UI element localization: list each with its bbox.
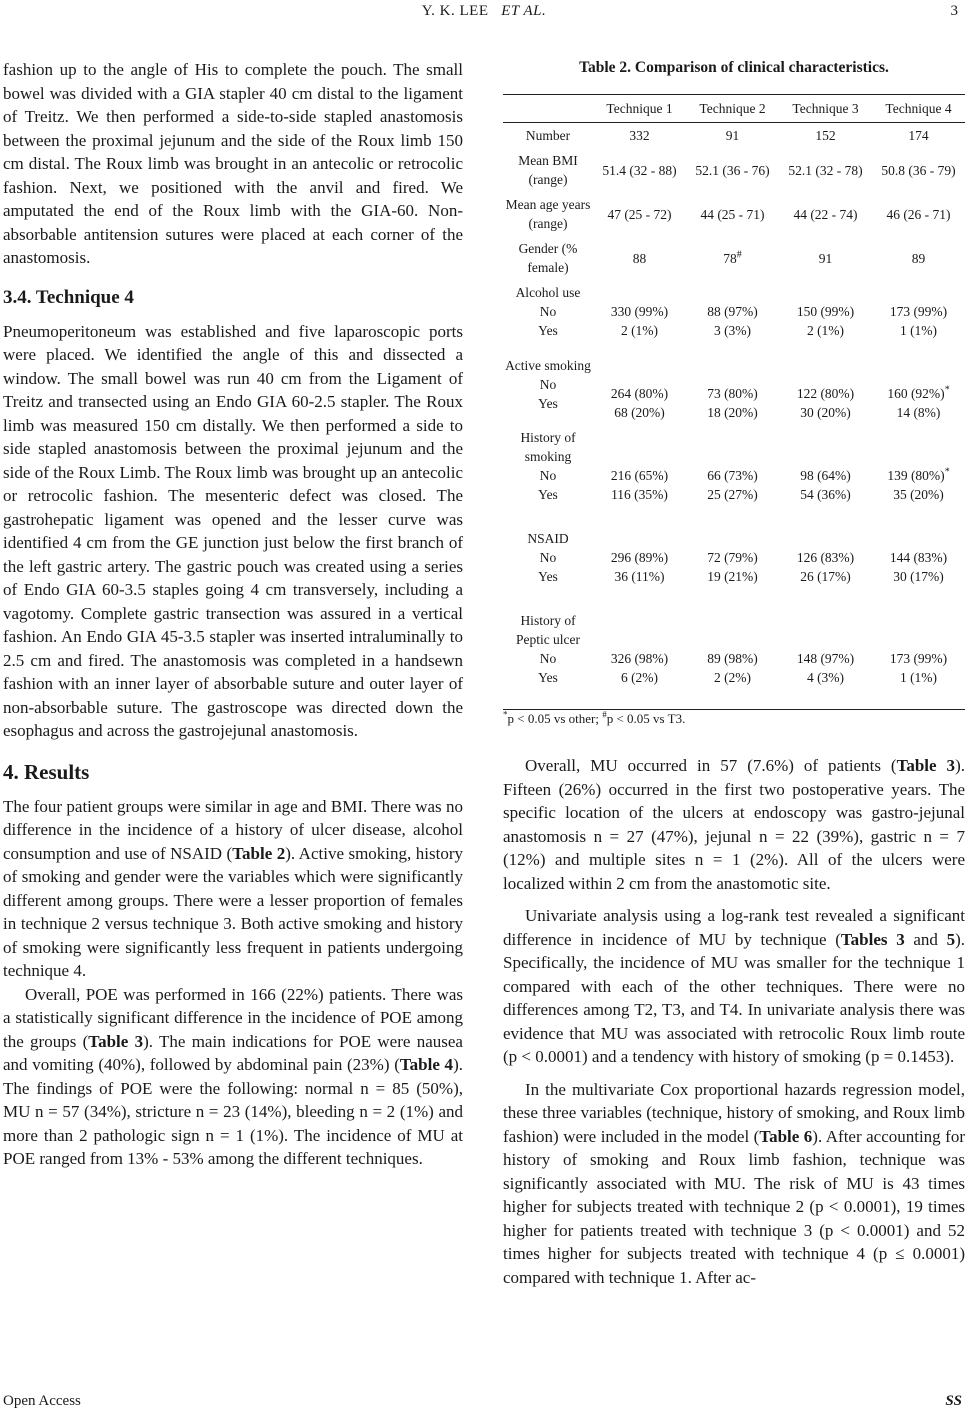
row-alcohol — [503, 280, 965, 343]
text-run: Overall, MU occurred in 57 (7.6%) of patients ( — [525, 756, 897, 775]
cell: 50.8 (36 - 79) — [881, 162, 956, 178]
cell — [686, 608, 779, 710]
cell — [686, 425, 779, 507]
cell-value: 18 (20%) — [707, 405, 758, 420]
cell-value: 72 (79%) — [707, 550, 758, 565]
footnote-mark: # — [602, 709, 607, 720]
cell-value: 68 (20%) — [614, 405, 665, 420]
text-run: ). After accounting for history of smoking and Roux limb fashion, technique was significantly associated with MU. The risk of MU is 43 times higher for subjects treated with technique 2 (p < 0.0001), 19 times higher for patients treated with technique 3 (p < 0.0001) and 52 times higher for subjects treated with technique 4 (p ≤ 0.0001) compared with technique 1. After ac- — [503, 1126, 965, 1287]
cell: 44 (22 - 74) — [793, 206, 858, 222]
cell-value: 150 (99%) — [796, 304, 855, 319]
cell-value: 173 (99%) — [889, 651, 948, 666]
cell — [593, 280, 686, 343]
row-label-text: Alcohol use — [515, 285, 581, 300]
right-column — [503, 58, 965, 1289]
row-number — [503, 123, 965, 149]
cell — [686, 343, 779, 425]
cell-mark: * — [944, 466, 950, 478]
header-technique-4: Technique 4 — [872, 95, 965, 123]
row-label — [503, 425, 593, 507]
text-run: ). Specifically, the incidence of MU was smaller for the technique 1 compared with each of the other techniques. There were no differences among T2, T3, and T4. In univariate analysis there was evidence that MU was associated with retrocolic Roux limb route (p < 0.0001) and a tendency with history of smoking (p = 0.1453). — [503, 929, 966, 1066]
cell — [779, 507, 872, 608]
row-sublabel: Yes — [538, 569, 558, 584]
cell-value: 89 — [911, 250, 926, 266]
cell-value: 35 (20%) — [893, 487, 944, 502]
table-header-row — [503, 95, 965, 123]
row-label — [503, 608, 593, 710]
cell — [686, 280, 779, 343]
table-3-ref: Table 3 — [88, 1031, 144, 1051]
row-age — [503, 192, 965, 236]
technique4-heading: 3.4. Technique 4 — [3, 286, 134, 308]
cell: 51.4 (32 - 88) — [602, 162, 677, 178]
open-access-label: Open Access — [3, 1393, 81, 1409]
cell-value: 19 (21%) — [707, 569, 758, 584]
table-2-ref: Table 2 — [232, 843, 286, 863]
cell-value: 160 (92%) — [887, 386, 945, 401]
cell-value: 73 (80%) — [707, 386, 758, 401]
results-paragraph-1 — [3, 795, 463, 983]
footnote-mark: * — [503, 709, 508, 720]
cell — [872, 236, 965, 280]
text-run: The four patient groups were similar in age and BMI. There was no difference in the incidence of a history of ulcer disease, alcohol consumption and use of NSAID ( — [3, 796, 463, 863]
cell: 52.1 (36 - 76) — [695, 162, 770, 178]
cell-value: 30 (20%) — [800, 405, 851, 420]
cell — [872, 343, 965, 425]
cell: 91 — [725, 128, 740, 143]
cell-value: 36 (11%) — [614, 569, 665, 584]
row-sublabel: Yes — [538, 670, 558, 685]
cell — [872, 608, 965, 710]
cell-value: 54 (36%) — [800, 487, 851, 502]
multivariate-paragraph — [503, 1078, 965, 1290]
technique4-paragraph: Pneumoperitoneum was established and five laparoscopic ports were placed. We identified the angle of this and dissected a window. The small bowel was run 40 cm from the Ligament of Treitz and transected using an Endo GIA 60-2.5 stapler. The Roux limb was measured 150 cm distally. We then performed a side to side stapled anastomosis between the proximal jejunum and the side of the Roux Limb. The Roux limb was brought up an antecolic or retrocolic fashion. The mesenteric defect was closed. The gastrohepatic ligament was opened and the lesser curve was identified 4 cm from the GE junction just below the first branch of the left gastric artery. The gastric pouch was created using a series of Endo GIA 60-3.5 staples going 4 cm transversely, including a vagotomy. Complete gastric transection was assured in a vertical fashion. An Endo GIA 45-3.5 stapler was inserted intraluminally to 2.5 cm and fired. The anastomosis was completed in a handsewn fashion with an inner layer of absorbable suture and outer layer of non-absorbable suture. The gastroscope was directed down the esophagus and across the gastrojejunal anastomosis. — [3, 321, 463, 740]
cell-value: 144 (83%) — [889, 550, 948, 565]
row-label-text: NSAID — [527, 531, 569, 546]
table-5-ref: 5 — [946, 929, 956, 949]
running-title-authors: Y. K. LEE — [421, 3, 489, 19]
row-label-text: History of smoking — [520, 430, 576, 464]
table-6-ref: Table 6 — [759, 1126, 813, 1146]
cell-mark: * — [944, 384, 950, 396]
cell-value: 88 — [632, 250, 647, 266]
cell — [686, 507, 779, 608]
row-label — [503, 280, 593, 343]
cell: 332 — [629, 128, 650, 143]
cell — [686, 236, 779, 280]
page-footer — [0, 1393, 968, 1415]
row-sublabel: No — [539, 651, 557, 666]
cell-value: 2 (1%) — [620, 323, 659, 338]
row-nsaid — [503, 507, 965, 608]
univariate-paragraph — [503, 904, 965, 1069]
row-label: Gender (% female) — [518, 241, 578, 275]
cell-value: 26 (17%) — [800, 569, 851, 584]
cell-value: 4 (3%) — [806, 670, 845, 685]
cell: 174 — [908, 128, 929, 143]
cell-value: 296 (89%) — [610, 550, 669, 565]
row-sublabel: No — [539, 376, 557, 392]
cell-value: 88 (97%) — [707, 304, 758, 319]
tables-3-ref: Tables 3 — [840, 929, 905, 949]
row-bmi — [503, 148, 965, 192]
header-technique-3: Technique 3 — [779, 95, 872, 123]
table-2-caption: Table 2. Comparison of clinical characteristics. — [579, 59, 889, 76]
cell-value: 216 (65%) — [610, 468, 669, 483]
cell — [593, 236, 686, 280]
cell-value: 116 (35%) — [611, 487, 668, 502]
cell: 152 — [815, 128, 836, 143]
cell-value: 91 — [818, 250, 833, 266]
text-run: Univariate analysis using a log-rank test revealed a significant difference in incidence of MU by technique ( — [503, 906, 965, 949]
cell: 47 (25 - 72) — [607, 206, 672, 222]
cell-value: 173 (99%) — [889, 304, 948, 319]
results-paragraph-2 — [3, 983, 463, 1171]
header-blank — [503, 95, 593, 123]
footnote-text: p < 0.05 vs T3. — [606, 711, 686, 726]
text-run: ). The findings of POE were the following: normal n = 85 (50%), MU n = 57 (34%), stricture n = 23 (14%), bleeding n = 2 (1%) and more than 2 pathologic sign n = 1 (1%). The incidence of MU at POE ranged from 13% - 53% among the different techniques. — [3, 1055, 463, 1168]
row-peptic-ulcer — [503, 608, 965, 710]
cell-value: 3 (3%) — [713, 323, 752, 338]
row-sublabel: Yes — [538, 323, 558, 338]
cell-value: 126 (83%) — [796, 550, 855, 565]
mu-incidence-paragraph — [503, 754, 965, 895]
cell — [872, 507, 965, 608]
text-run: ). Fifteen (26%) occurred in the first two postoperative years. The specific location of the ulcers at endoscopy was gastro-jejunal anastomosis n = 27 (47%), jejunal n = 22 (39%), gastric n = 7 (12%) and multiple sites n = 1 (2%). All of the ulcers were localized within 2 cm from the anastomotic site. — [503, 756, 965, 893]
cell-value: 89 (98%) — [707, 651, 758, 666]
row-history-smoking — [503, 425, 965, 507]
cell-value: 66 (73%) — [707, 468, 758, 483]
cell-value: 6 (2%) — [620, 670, 659, 685]
cell-value: 1 (1%) — [899, 670, 938, 685]
row-label: Mean age years (range) — [505, 197, 591, 231]
header-technique-1: Technique 1 — [593, 95, 686, 123]
running-title-et-al: ET AL. — [501, 3, 547, 19]
row-label: Mean BMI (range) — [518, 153, 578, 187]
text-run: In the multivariate Cox proportional hazards regression model, these three variables (technique, history of smoking, and Roux limb fashion) were included in the model ( — [503, 1079, 965, 1146]
cell-value: 30 (17%) — [893, 569, 944, 584]
cell — [779, 343, 872, 425]
cell-value: 25 (27%) — [707, 487, 758, 502]
cell: 46 (26 - 71) — [886, 206, 951, 222]
cell — [779, 236, 872, 280]
row-label — [503, 343, 593, 425]
cell-mark: # — [736, 249, 742, 260]
cell-value: 2 (2%) — [713, 670, 752, 685]
results-heading: 4. Results — [3, 759, 90, 784]
journal-abbrev: SS — [945, 1393, 962, 1409]
row-sublabel: No — [539, 468, 557, 483]
table-4-ref: Table 4 — [399, 1055, 454, 1074]
text-run: ). Active smoking, history of smoking and gender were the variables which were significantly different among groups. There were a lesser proportion of females in technique 2 versus technique 3. Both active smoking and history of smoking were significantly less frequent in patients undergoing technique 4. — [3, 843, 463, 980]
cell-value: 139 (80%) — [887, 468, 945, 483]
row-sublabel: Yes — [538, 395, 558, 411]
cell: 52.1 (32 - 78) — [788, 162, 863, 178]
cell — [593, 608, 686, 710]
left-column — [3, 58, 463, 1171]
cell-value: 264 (80%) — [610, 386, 669, 401]
cell-value: 98 (64%) — [800, 468, 851, 483]
page-number: 3 — [950, 3, 958, 19]
cell — [779, 280, 872, 343]
cell-value: 2 (1%) — [806, 323, 845, 338]
row-label-text: History of Peptic ulcer — [515, 613, 581, 647]
cell-value: 122 (80%) — [796, 386, 855, 401]
table-3-ref: Table 3 — [896, 756, 956, 775]
cell-value: 78 — [723, 250, 737, 266]
cell — [593, 343, 686, 425]
cell — [593, 507, 686, 608]
cell — [779, 425, 872, 507]
row-sublabel: Yes — [538, 487, 558, 502]
cell — [779, 608, 872, 710]
cell — [872, 280, 965, 343]
running-title — [0, 0, 968, 22]
row-label — [503, 507, 593, 608]
page-header — [0, 0, 968, 24]
table-2-footnote — [503, 710, 965, 728]
row-label: Number — [525, 128, 571, 143]
text-run: Overall, POE was performed in 166 (22%) patients. There was a statistically significant difference in the incidence of POE among the groups ( — [3, 984, 463, 1051]
cell-value: 1 (1%) — [899, 323, 938, 338]
cell-value: 326 (98%) — [610, 651, 669, 666]
footnote-text: p < 0.05 vs other; — [507, 711, 603, 726]
cell — [872, 425, 965, 507]
cell — [593, 425, 686, 507]
row-sublabel: No — [539, 304, 557, 319]
cell-value: 148 (97%) — [796, 651, 855, 666]
cell-value: 14 (8%) — [896, 405, 941, 420]
row-gender — [503, 236, 965, 280]
row-active-smoking — [503, 343, 965, 425]
cell-value: 330 (99%) — [610, 304, 669, 319]
row-sublabel: No — [539, 550, 557, 565]
table-2 — [503, 94, 965, 710]
header-technique-2: Technique 2 — [686, 95, 779, 123]
cell: 44 (25 - 71) — [700, 206, 765, 222]
row-label-text: Active smoking — [505, 357, 591, 373]
intro-paragraph: fashion up to the angle of His to complete the pouch. The small bowel was divided with a GIA stapler 40 cm distal to the ligament of Treitz. We then performed a side-to-side stapled anastomosis between the proximal jejunum and the side of the Roux limb 150 cm distal. The Roux limb was brought in an antecolic or retrocolic fashion. Next, we positioned with the anvil and fired. We amputated the end of the Roux limb with the GIA-60. Non-absorbable antitension sutures were placed at each corner of the anastomosis. — [3, 60, 463, 267]
text-run: and — [904, 929, 947, 949]
text-run: ). The main indications for POE were nausea and vomiting (40%), followed by abdominal pain (23%) ( — [3, 1031, 463, 1074]
